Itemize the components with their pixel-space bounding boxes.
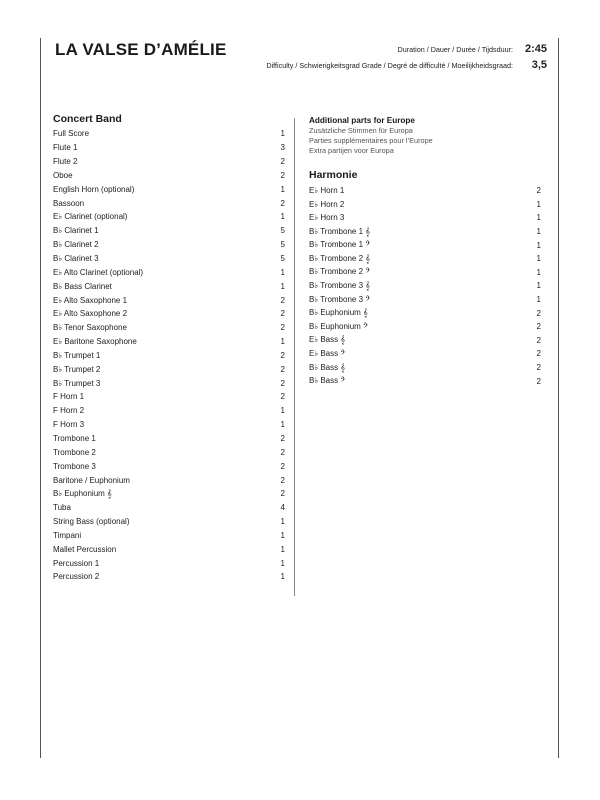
- part-row: [53, 376, 291, 390]
- part-name: F Horn 3: [53, 420, 85, 430]
- part-quantity: 2: [536, 308, 541, 318]
- part-quantity: 1: [280, 517, 285, 527]
- part-row: [309, 374, 543, 388]
- part-row: [309, 266, 543, 280]
- part-row: [309, 334, 543, 348]
- part-name: B♭ Trombone 1 𝄞: [309, 226, 370, 236]
- part-quantity: 1: [536, 267, 541, 277]
- part-name: Trombone 1: [53, 433, 96, 443]
- part-name: Baritone / Euphonium: [53, 475, 130, 485]
- part-quantity: 1: [280, 572, 285, 582]
- part-quantity: 2: [280, 378, 285, 388]
- part-name: B♭ Trombone 2 𝄢: [309, 267, 371, 277]
- part-name: B♭ Trombone 2 𝄞: [309, 253, 370, 263]
- part-row: [53, 335, 291, 349]
- part-quantity: 1: [280, 129, 285, 139]
- part-row: [53, 321, 291, 335]
- concert-band-column: [53, 113, 291, 584]
- harmonie-heading: Harmonie: [309, 169, 358, 181]
- part-quantity: 1: [280, 420, 285, 430]
- part-name: B♭ Clarinet 2: [53, 240, 99, 250]
- part-quantity: 2: [280, 461, 285, 471]
- part-name: E♭ Clarinet (optional): [53, 212, 128, 222]
- part-quantity: 2: [536, 322, 541, 332]
- harmonie-parts-list: [309, 184, 543, 388]
- part-name: B♭ Tenor Saxophone: [53, 323, 127, 333]
- europe-line-de: Zusätzliche Stimmen für Europa: [309, 126, 413, 135]
- part-name: Percussion 2: [53, 572, 100, 582]
- part-name: Mallet Percussion: [53, 544, 117, 554]
- part-name: Flute 2: [53, 157, 78, 167]
- part-row: [53, 349, 291, 363]
- part-name: B♭ Euphonium 𝄞: [309, 308, 368, 318]
- part-quantity: 2: [280, 364, 285, 374]
- part-row: [53, 473, 291, 487]
- part-name: Bassoon: [53, 198, 85, 208]
- part-quantity: 5: [280, 226, 285, 236]
- part-quantity: 1: [280, 406, 285, 416]
- part-row: [53, 307, 291, 321]
- part-name: F Horn 1: [53, 392, 85, 402]
- part-quantity: 2: [536, 376, 541, 386]
- harmonie-column: [309, 116, 543, 388]
- difficulty-value: 3,5: [531, 59, 547, 71]
- part-quantity: 1: [280, 212, 285, 222]
- left-margin-rule: [40, 38, 41, 758]
- part-quantity: 1: [536, 281, 541, 291]
- part-quantity: 1: [280, 337, 285, 347]
- part-quantity: 1: [280, 530, 285, 540]
- part-name: Percussion 1: [53, 558, 100, 568]
- part-row: [53, 445, 291, 459]
- part-name: B♭ Clarinet 1: [53, 226, 99, 236]
- part-name: Timpani: [53, 530, 82, 540]
- part-row: [53, 432, 291, 446]
- part-row: [309, 293, 543, 307]
- part-name: B♭ Bass Clarinet: [53, 281, 112, 291]
- difficulty-label: Difficulty / Schwierigkeitsgrad Grade / Degré de difficulté / Moeilijkheidsgraad:: [266, 61, 513, 70]
- part-quantity: 1: [536, 227, 541, 237]
- part-quantity: 2: [280, 475, 285, 485]
- part-row: [309, 184, 543, 198]
- part-quantity: 2: [536, 349, 541, 359]
- europe-heading: Additional parts for Europe: [309, 116, 415, 125]
- part-row: [309, 225, 543, 239]
- part-row: [53, 528, 291, 542]
- part-row: [309, 361, 543, 375]
- part-row: [53, 238, 291, 252]
- part-quantity: 2: [280, 350, 285, 360]
- part-name: Full Score: [53, 129, 90, 139]
- part-row: [53, 404, 291, 418]
- part-quantity: 2: [280, 433, 285, 443]
- part-quantity: 2: [280, 309, 285, 319]
- part-name: B♭ Trumpet 3: [53, 378, 101, 388]
- part-quantity: 5: [280, 240, 285, 250]
- part-name: B♭ Euphonium 𝄞: [53, 488, 112, 498]
- part-row: [53, 127, 291, 141]
- part-row: [309, 320, 543, 334]
- part-row: [53, 293, 291, 307]
- part-quantity: 2: [536, 363, 541, 373]
- part-quantity: 1: [536, 254, 541, 264]
- part-row: [309, 306, 543, 320]
- part-quantity: 1: [280, 558, 285, 568]
- part-name: Trombone 3: [53, 461, 96, 471]
- part-quantity: 2: [280, 489, 285, 499]
- concert-band-heading: Concert Band: [53, 113, 122, 125]
- part-quantity: 2: [536, 186, 541, 196]
- part-row: [309, 347, 543, 361]
- part-quantity: 2: [280, 323, 285, 333]
- part-name: B♭ Trumpet 2: [53, 364, 101, 374]
- part-row: [53, 265, 291, 279]
- part-row: [53, 169, 291, 183]
- part-row: [53, 155, 291, 169]
- part-name: B♭ Euphonium 𝄢: [309, 321, 369, 331]
- part-quantity: 2: [280, 447, 285, 457]
- part-row: [53, 542, 291, 556]
- part-name: E♭ Baritone Saxophone: [53, 337, 137, 347]
- part-quantity: 1: [280, 184, 285, 194]
- part-row: [53, 570, 291, 584]
- duration-line: [398, 43, 547, 55]
- page-title: LA VALSE D’AMÉLIE: [55, 40, 227, 59]
- part-quantity: 1: [536, 199, 541, 209]
- part-row: [309, 252, 543, 266]
- part-row: [53, 390, 291, 404]
- part-quantity: 1: [280, 544, 285, 554]
- part-name: String Bass (optional): [53, 517, 130, 527]
- part-name: B♭ Trombone 1 𝄢: [309, 240, 371, 250]
- duration-value: 2:45: [524, 43, 547, 55]
- part-row: [53, 224, 291, 238]
- part-row: [53, 210, 291, 224]
- part-row: [53, 418, 291, 432]
- part-quantity: 1: [536, 213, 541, 223]
- column-divider: [294, 118, 295, 596]
- part-row: [309, 211, 543, 225]
- duration-label: Duration / Dauer / Durée / Tijdsduur:: [397, 45, 513, 54]
- part-quantity: 2: [280, 295, 285, 305]
- part-quantity: 1: [536, 240, 541, 250]
- europe-line-fr: Parties supplémentaires pour l’Europe: [309, 136, 433, 145]
- part-quantity: 2: [280, 392, 285, 402]
- part-name: E♭ Horn 3: [309, 213, 345, 223]
- part-quantity: 1: [536, 295, 541, 305]
- part-quantity: 5: [280, 254, 285, 264]
- part-quantity: 2: [280, 198, 285, 208]
- part-row: [53, 501, 291, 515]
- part-row: [53, 196, 291, 210]
- part-row: [53, 279, 291, 293]
- part-name: E♭ Alto Clarinet (optional): [53, 267, 144, 277]
- part-name: B♭ Trumpet 1: [53, 350, 101, 360]
- part-name: B♭ Trombone 3 𝄢: [309, 294, 371, 304]
- part-name: English Horn (optional): [53, 184, 135, 194]
- part-row: [309, 198, 543, 212]
- part-name: E♭ Horn 2: [309, 199, 345, 209]
- part-quantity: 2: [280, 170, 285, 180]
- part-row: [53, 182, 291, 196]
- part-row: [53, 487, 291, 501]
- part-name: Trombone 2: [53, 447, 96, 457]
- part-name: E♭ Bass 𝄢: [309, 348, 346, 358]
- part-row: [309, 238, 543, 252]
- part-name: B♭ Bass 𝄞: [309, 362, 346, 372]
- part-name: Tuba: [53, 503, 71, 513]
- part-name: E♭ Bass 𝄞: [309, 335, 346, 345]
- part-quantity: 3: [280, 143, 285, 153]
- part-quantity: 1: [280, 267, 285, 277]
- part-name: E♭ Horn 1: [309, 186, 345, 196]
- part-row: [53, 459, 291, 473]
- difficulty-line: [266, 59, 547, 71]
- right-margin-rule: [558, 38, 559, 758]
- part-row: [53, 141, 291, 155]
- concert-band-parts-list: [53, 127, 291, 584]
- part-quantity: 4: [280, 503, 285, 513]
- europe-line-nl: Extra partijen voor Europa: [309, 146, 394, 155]
- part-name: B♭ Clarinet 3: [53, 254, 99, 264]
- part-name: Flute 1: [53, 143, 78, 153]
- part-row: [53, 362, 291, 376]
- part-quantity: 2: [280, 157, 285, 167]
- part-row: [53, 252, 291, 266]
- part-row: [309, 279, 543, 293]
- part-name: E♭ Alto Saxophone 2: [53, 309, 128, 319]
- part-quantity: 1: [280, 281, 285, 291]
- part-name: E♭ Alto Saxophone 1: [53, 295, 128, 305]
- part-name: F Horn 2: [53, 406, 85, 416]
- part-name: B♭ Bass 𝄢: [309, 376, 346, 386]
- part-row: [53, 515, 291, 529]
- part-quantity: 2: [536, 335, 541, 345]
- part-name: B♭ Trombone 3 𝄞: [309, 280, 370, 290]
- part-name: Oboe: [53, 170, 73, 180]
- part-row: [53, 556, 291, 570]
